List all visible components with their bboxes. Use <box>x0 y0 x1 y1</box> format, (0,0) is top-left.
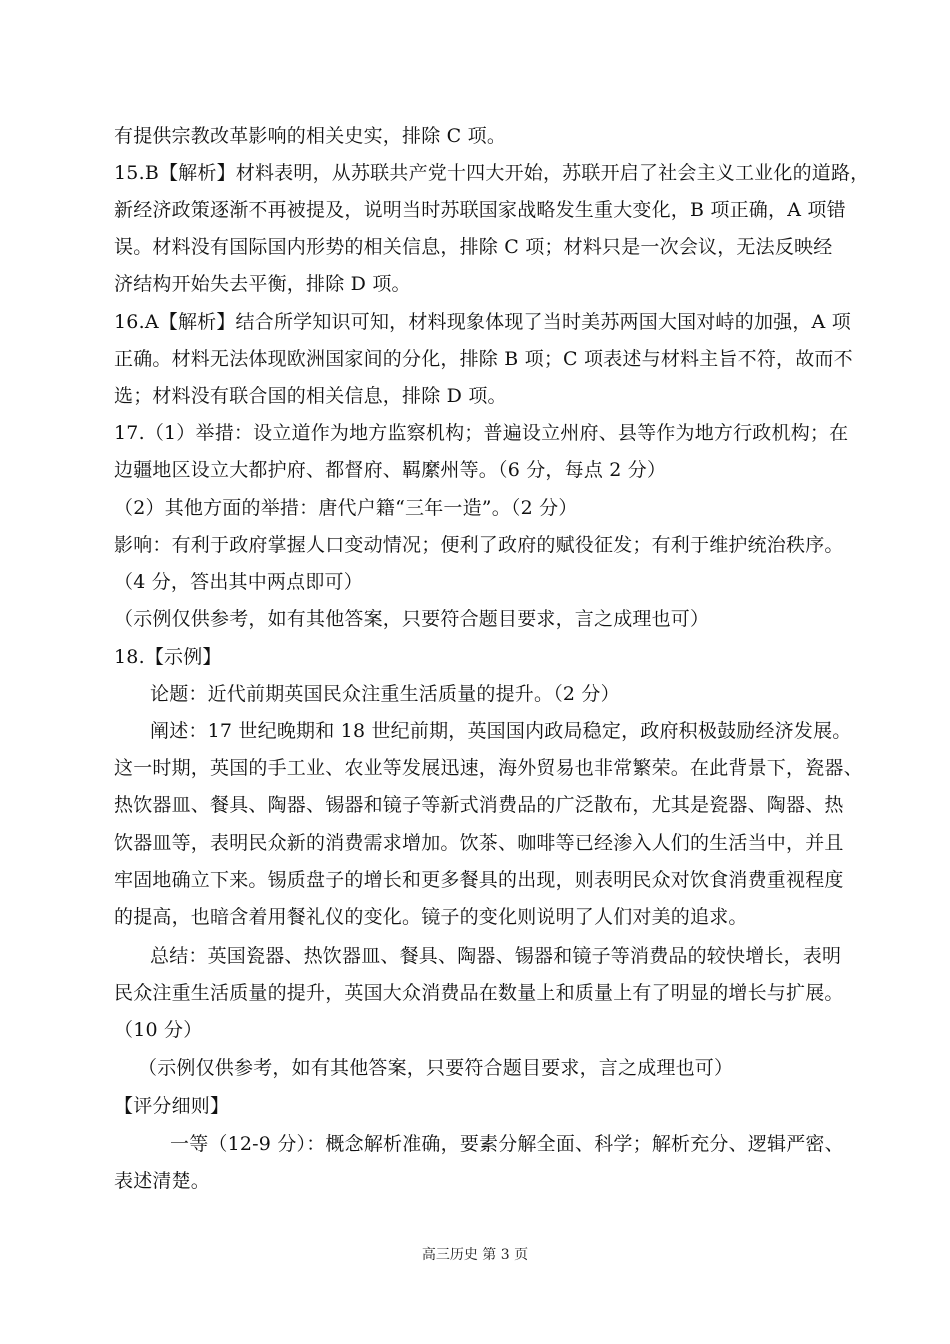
text-line: 边疆地区设立大都护府、都督府、羁縻州等。（6 分，每点 2 分） <box>114 459 667 481</box>
text-line: 总结：英国瓷器、热饮器皿、餐具、陶器、锡器和镜子等消费品的较快增长，表明 <box>150 945 842 967</box>
text-line: 15.B【解析】材料表明，从苏联共产党十四大开始，苏联开启了社会主义工业化的道路， <box>114 162 870 184</box>
text-line: 这一时期，英国的手工业、农业等发展迅速，海外贸易也非常繁荣。在此背景下，瓷器、 <box>114 757 863 779</box>
text-line: 16.A【解析】结合所学知识可知，材料现象体现了当时美苏两国大国对峙的加强，A 项 <box>114 311 851 333</box>
text-line: 热饮器皿、餐具、陶器、锡器和镜子等新式消费品的广泛散布，尤其是瓷器、陶器、热 <box>114 794 844 816</box>
text-line: 民众注重生活质量的提升，英国大众消费品在数量上和质量上有了明显的增长与扩展。 <box>114 982 844 1004</box>
text-line: 选；材料没有联合国的相关信息，排除 D 项。 <box>114 385 507 407</box>
text-line: 17.（1）举措：设立道作为地方监察机构；普遍设立州府、县等作为地方行政机构；在 <box>114 422 849 444</box>
text-line: 阐述：17 世纪晚期和 18 世纪前期，英国国内政局稳定，政府积极鼓励经济发展。 <box>150 720 852 742</box>
text-line: （示例仅供参考，如有其他答案，只要符合题目要求，言之成理也可） <box>114 608 710 630</box>
text-line: （示例仅供参考，如有其他答案，只要符合题目要求，言之成理也可） <box>138 1057 734 1079</box>
page-footer: 高三历史 第 3 页 <box>421 1247 529 1263</box>
text-line: 济结构开始失去平衡，排除 D 项。 <box>114 273 411 295</box>
text-line: （4 分，答出其中两点即可） <box>114 571 363 593</box>
section-heading: 18.【示例】 <box>114 646 222 668</box>
text-line: 误。材料没有国际国内形势的相关信息，排除 C 项；材料只是一次会议，无法反映经 <box>114 236 833 258</box>
text-line: 正确。材料无法体现欧洲国家间的分化，排除 B 项；C 项表述与材料主旨不符，故而不 <box>114 348 853 370</box>
text-line: 的提高，也暗含着用餐礼仪的变化。镜子的变化则说明了人们对美的追求。 <box>114 906 748 928</box>
text-line: 表述清楚。 <box>114 1170 211 1192</box>
text-line: （2）其他方面的举措：唐代户籍“三年一造”。（2 分） <box>114 497 578 519</box>
text-line: 有提供宗教改革影响的相关史实，排除 C 项。 <box>114 125 507 147</box>
text-line: 饮器皿等，表明民众新的消费需求增加。饮茶、咖啡等已经渗入人们的生活当中，并且 <box>114 832 844 854</box>
text-line: 一等（12-9 分）：概念解析准确，要素分解全面、科学；解析充分、逻辑严密、 <box>170 1133 844 1155</box>
text-line: 论题：近代前期英国民众注重生活质量的提升。（2 分） <box>150 683 620 705</box>
text-line: 影响：有利于政府掌握人口变动情况；便利了政府的赋役征发；有利于维护统治秩序。 <box>114 534 844 556</box>
text-line: 新经济政策逐渐不再被提及，说明当时苏联国家战略发生重大变化，B 项正确，A 项错 <box>114 199 846 221</box>
text-line: 牢固地确立下来。锡质盘子的增长和更多餐具的出现，则表明民众对饮食消费重视程度 <box>114 869 844 891</box>
text-line: （10 分） <box>114 1019 203 1041</box>
section-heading: 【评分细则】 <box>114 1095 230 1117</box>
